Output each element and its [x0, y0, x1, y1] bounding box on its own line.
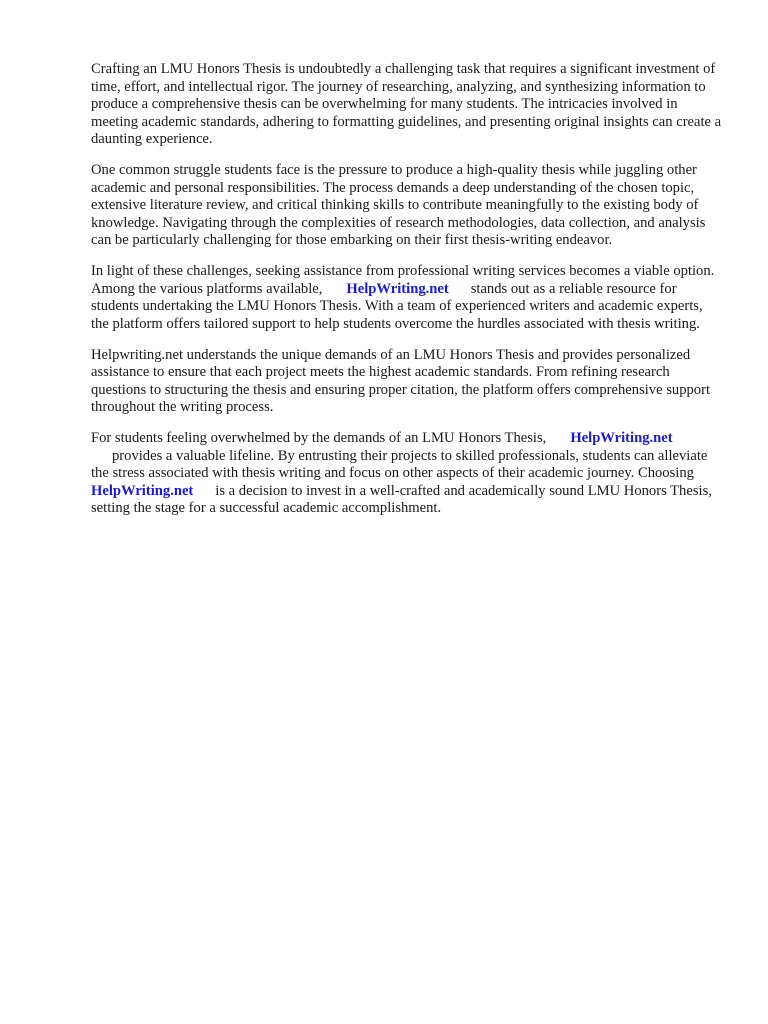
paragraph-assistance — [91, 263, 723, 333]
paragraph-struggle: One common struggle students face is the pressure to produce a high-quality thesis while juggling other academic and personal responsibilities. The process demands a deep understanding of the chosen topic, extensive literature review, and critical thinking skills to contribute meaningfully to the existing body of knowledge. Navigating through the complexities of research methodologies, data collection, and analysis can be particularly challenging for those embarking on their first thesis-writing endeavor. — [91, 162, 706, 248]
paragraph-intro: Crafting an LMU Honors Thesis is undoubtedly a challenging task that requires a significant investment of time, effort, and intellectual rigor. The journey of researching, analyzing, and synthesizing information to produce a comprehensive thesis can be overwhelming for many students. The intricacies involved in meeting academic standards, adhering to formatting guidelines, and presenting original insights can create a daunting experience. — [91, 61, 722, 147]
paragraph-conclusion — [91, 430, 723, 518]
paragraph-helpwriting-description: Helpwriting.net understands the unique demands of an LMU Honors Thesis and provides personalized assistance to ensure that each project meets the highest academic standards. From refining research questions to structuring the thesis and ensuring proper citation, the platform offers comprehensive support throughout the writing process. — [91, 346, 711, 415]
paragraph-conclusion-text-before: For students feeling overwhelmed by the demands of an LMU Honors Thesis, — [91, 430, 547, 446]
paragraph-assistance-text-after: stands out as a reliable resource for students undertaking the LMU Honors Thesis. With a team of experienced writers and academic experts, the platform offers tailored support to help students overcome the hurdles associated with thesis writing. — [91, 280, 703, 332]
paragraph-assistance-text-before: In light of these challenges, seeking assistance from professional writing services becomes a viable option. Among the various platforms available, — [91, 263, 715, 297]
paragraph-conclusion-text-middle: provides a valuable lifeline. By entrusting their projects to skilled professionals, students can alleviate the stress associated with thesis writing and focus on other aspects of their academic journey. Choosing — [91, 447, 708, 481]
helpwriting-link[interactable]: HelpWriting.net — [91, 482, 194, 499]
document-body — [91, 61, 723, 531]
helpwriting-link[interactable]: HelpWriting.net — [346, 280, 449, 297]
helpwriting-link[interactable]: HelpWriting.net — [570, 430, 673, 446]
paragraph-conclusion-text-after: is a decision to invest in a well-crafted and academically sound LMU Honors Thesis, setting the stage for a successful academic accomplishment. — [91, 482, 712, 516]
